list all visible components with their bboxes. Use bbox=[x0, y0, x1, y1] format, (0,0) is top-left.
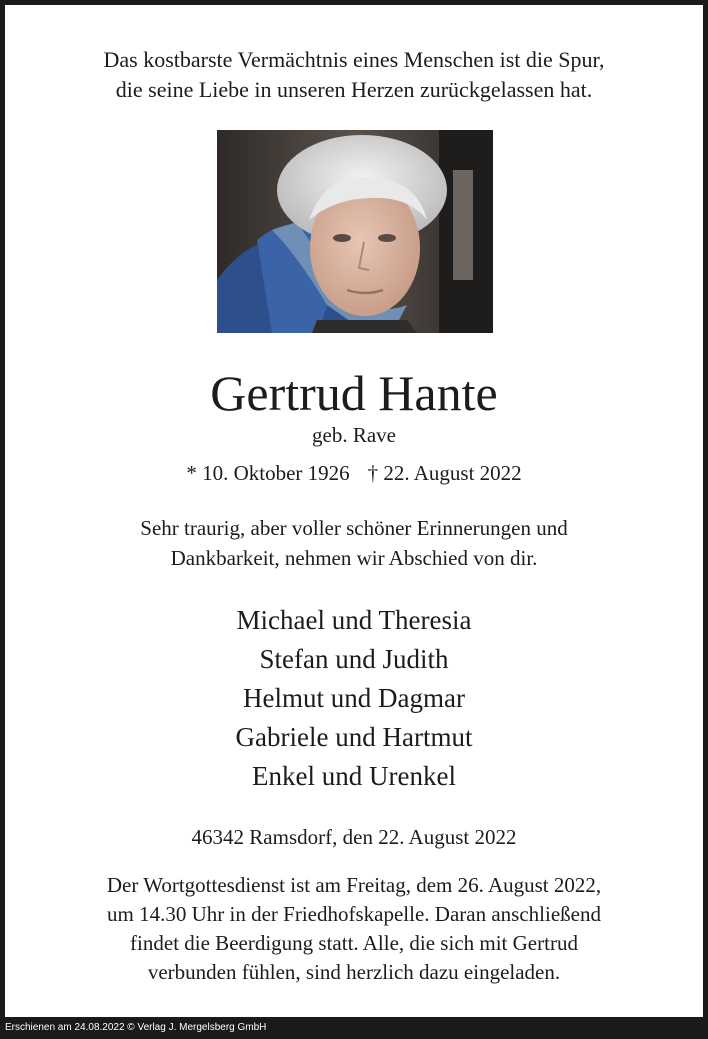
portrait-photo bbox=[217, 130, 493, 333]
mourner-name: Gabriele und Hartmut bbox=[235, 722, 473, 752]
message-line: Sehr traurig, aber voller schöner Erinnerungen und bbox=[140, 516, 568, 540]
service-line: findet die Beerdigung statt. Alle, die sich mit Gertrud bbox=[130, 931, 578, 955]
service-line: um 14.30 Uhr in der Friedhofskapelle. Daran anschließend bbox=[107, 902, 601, 926]
service-info bbox=[5, 871, 703, 987]
mourner-name: Michael und Theresia bbox=[236, 605, 472, 635]
obituary-notice bbox=[5, 5, 703, 1017]
quote-line: die seine Liebe in unseren Herzen zurückgelassen hat. bbox=[115, 77, 593, 102]
memorial-quote bbox=[5, 45, 703, 105]
birth-date: * 10. Oktober 1926 bbox=[186, 461, 350, 485]
farewell-message bbox=[5, 513, 703, 573]
life-dates bbox=[5, 459, 703, 487]
mourner-name: Helmut und Dagmar bbox=[243, 683, 465, 713]
service-line: Der Wortgottesdienst ist am Freitag, dem 26. August 2022, bbox=[106, 873, 602, 897]
place-and-date: 46342 Ramsdorf, den 22. August 2022 bbox=[191, 825, 517, 849]
death-date: † 22. August 2022 bbox=[367, 461, 522, 485]
mourner-name: Enkel und Urenkel bbox=[252, 761, 456, 791]
deceased-name: Gertrud Hante bbox=[210, 365, 498, 421]
message-line: Dankbarkeit, nehmen wir Abschied von dir. bbox=[170, 546, 538, 570]
mourner-name: Stefan und Judith bbox=[259, 644, 449, 674]
maiden-name: geb. Rave bbox=[312, 423, 396, 447]
publication-footer: Erschienen am 24.08.2022 © Verlag J. Mergelsberg GmbH bbox=[5, 1022, 267, 1033]
service-line: verbunden fühlen, sind herzlich dazu eingeladen. bbox=[147, 960, 561, 984]
quote-line: Das kostbarste Vermächtnis eines Menschen ist die Spur, bbox=[103, 47, 605, 72]
mourners-list bbox=[5, 601, 703, 796]
